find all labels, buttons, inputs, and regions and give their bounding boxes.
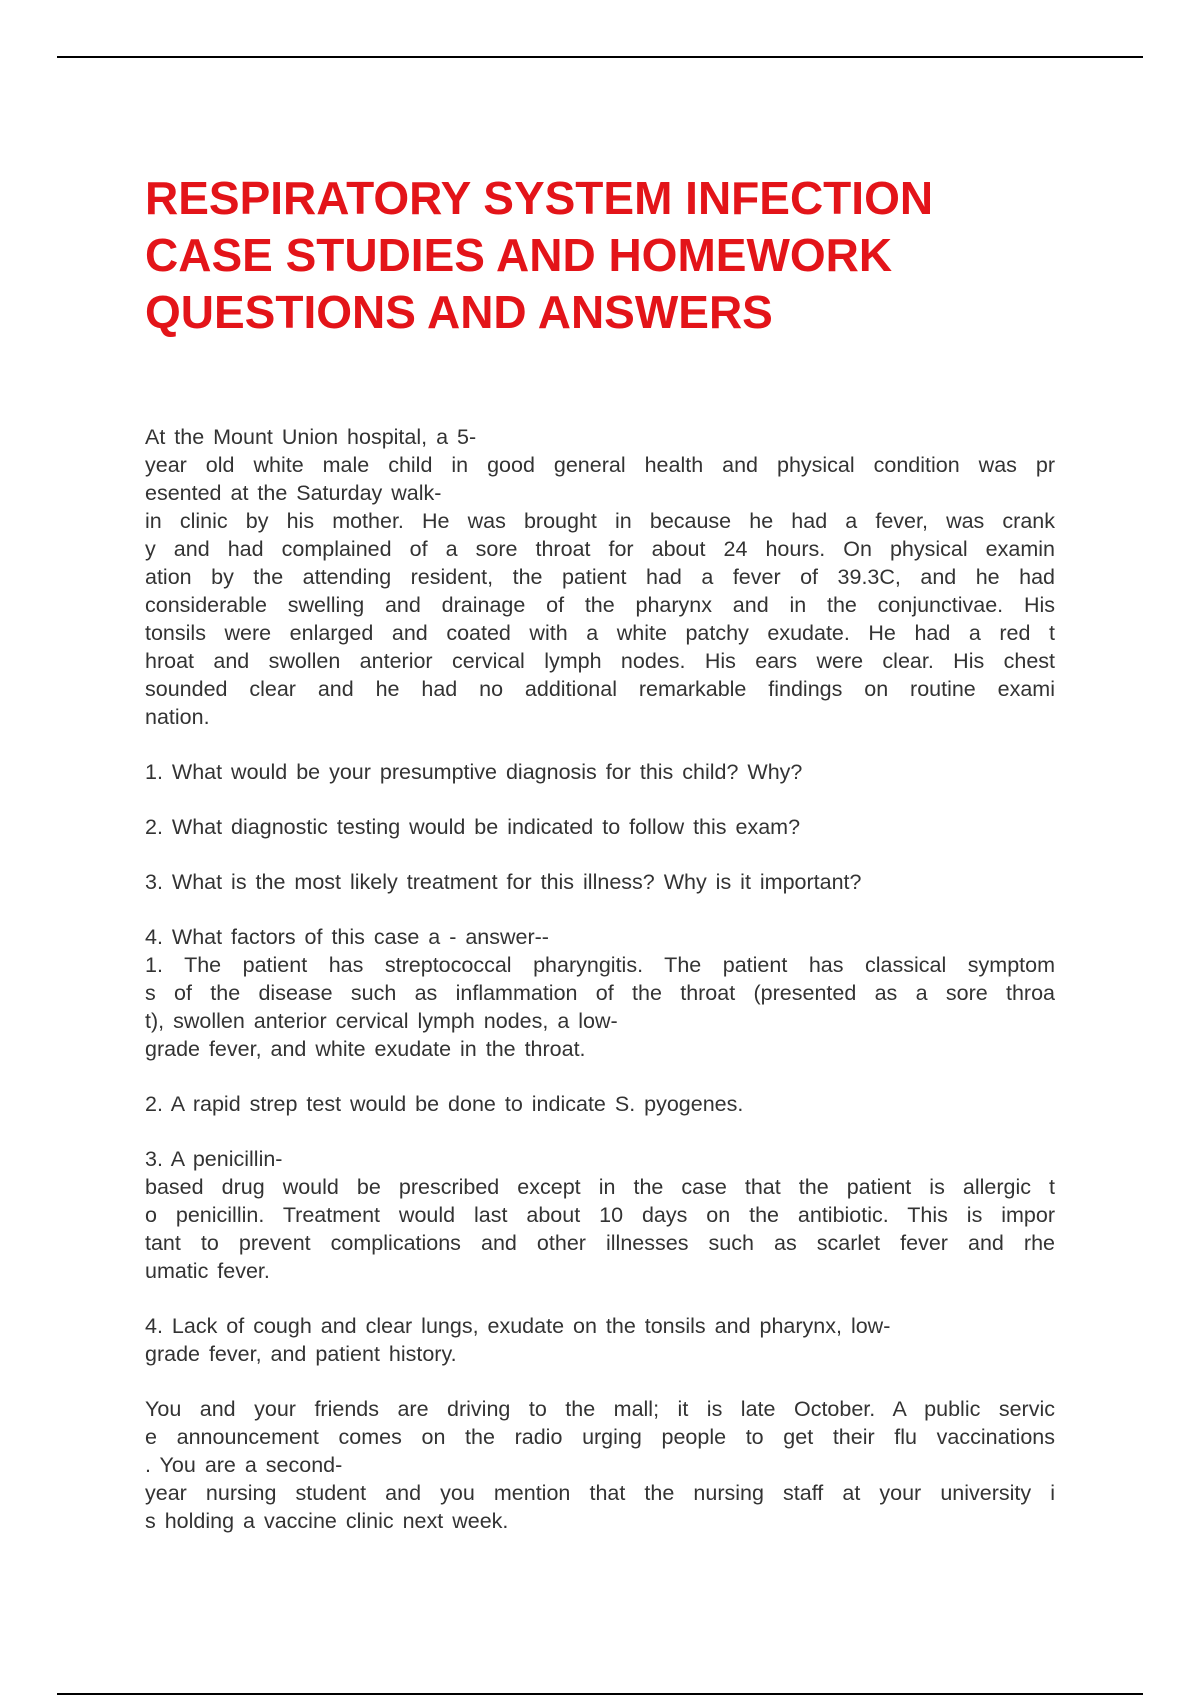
- question-1: [145, 758, 1055, 786]
- text-line: o penicillin. Treatment would last about 10 days on the antibiotic. This is impor: [145, 1203, 1055, 1227]
- text-line: 2. A rapid strep test would be done to indicate S. pyogenes.: [145, 1092, 744, 1116]
- text-line: 4. What factors of this case a - answer--: [145, 925, 549, 949]
- text-line: y and had complained of a sore throat for about 24 hours. On physical examin: [145, 537, 1055, 561]
- title-line: CASE STUDIES AND HOMEWORK: [145, 229, 893, 281]
- answer-4: [145, 1312, 1055, 1368]
- text-line: esented at the Saturday walk-: [145, 481, 442, 505]
- case2-scenario: [145, 1395, 1055, 1535]
- text-line: 3. A penicillin-: [145, 1147, 283, 1171]
- text-line: hroat and swollen anterior cervical lymph nodes. His ears were clear. His chest: [145, 649, 1055, 673]
- text-line: s holding a vaccine clinic next week.: [145, 1509, 509, 1533]
- answer-3: [145, 1145, 1055, 1285]
- text-line: . You are a second-: [145, 1453, 343, 1477]
- bottom-rule: [57, 1693, 1143, 1695]
- text-line: 1. What would be your presumptive diagnosis for this child? Why?: [145, 760, 803, 784]
- text-line: nation.: [145, 705, 210, 729]
- text-line: e announcement comes on the radio urging people to get their flu vaccinations: [145, 1425, 1055, 1449]
- text-line: umatic fever.: [145, 1259, 270, 1283]
- page-title: [145, 170, 1065, 341]
- title-line: RESPIRATORY SYSTEM INFECTION: [145, 172, 934, 224]
- question-4-and-answer-1: [145, 923, 1055, 1063]
- question-2: [145, 813, 1055, 841]
- top-rule: [57, 56, 1143, 58]
- text-line: s of the disease such as inflammation of the throat (presented as a sore throa: [145, 981, 1055, 1005]
- answer-2: [145, 1090, 1055, 1118]
- text-line: 4. Lack of cough and clear lungs, exudate on the tonsils and pharynx, low-: [145, 1314, 891, 1338]
- case1-scenario: [145, 423, 1055, 731]
- text-line: At the Mount Union hospital, a 5-: [145, 425, 477, 449]
- text-line: sounded clear and he had no additional remarkable findings on routine exami: [145, 677, 1055, 701]
- text-line: in clinic by his mother. He was brought in because he had a fever, was crank: [145, 509, 1055, 533]
- text-line: 2. What diagnostic testing would be indicated to follow this exam?: [145, 815, 801, 839]
- text-line: grade fever, and white exudate in the throat.: [145, 1037, 586, 1061]
- text-line: grade fever, and patient history.: [145, 1342, 457, 1366]
- text-line: You and your friends are driving to the mall; it is late October. A public servic: [145, 1397, 1055, 1421]
- question-3: [145, 868, 1055, 896]
- document-body: [145, 423, 1055, 1535]
- text-line: 1. The patient has streptococcal pharyngitis. The patient has classical symptom: [145, 953, 1055, 977]
- text-line: 3. What is the most likely treatment for this illness? Why is it important?: [145, 870, 862, 894]
- text-line: year old white male child in good general health and physical condition was pr: [145, 453, 1055, 477]
- title-line: QUESTIONS AND ANSWERS: [145, 286, 773, 338]
- text-line: ation by the attending resident, the patient had a fever of 39.3C, and he had: [145, 565, 1055, 589]
- text-line: year nursing student and you mention that the nursing staff at your university i: [145, 1481, 1055, 1505]
- text-line: t), swollen anterior cervical lymph nodes, a low-: [145, 1009, 618, 1033]
- text-line: based drug would be prescribed except in the case that the patient is allergic t: [145, 1175, 1055, 1199]
- text-line: tonsils were enlarged and coated with a white patchy exudate. He had a red t: [145, 621, 1055, 645]
- text-line: tant to prevent complications and other illnesses such as scarlet fever and rhe: [145, 1231, 1055, 1255]
- text-line: considerable swelling and drainage of the pharynx and in the conjunctivae. His: [145, 593, 1055, 617]
